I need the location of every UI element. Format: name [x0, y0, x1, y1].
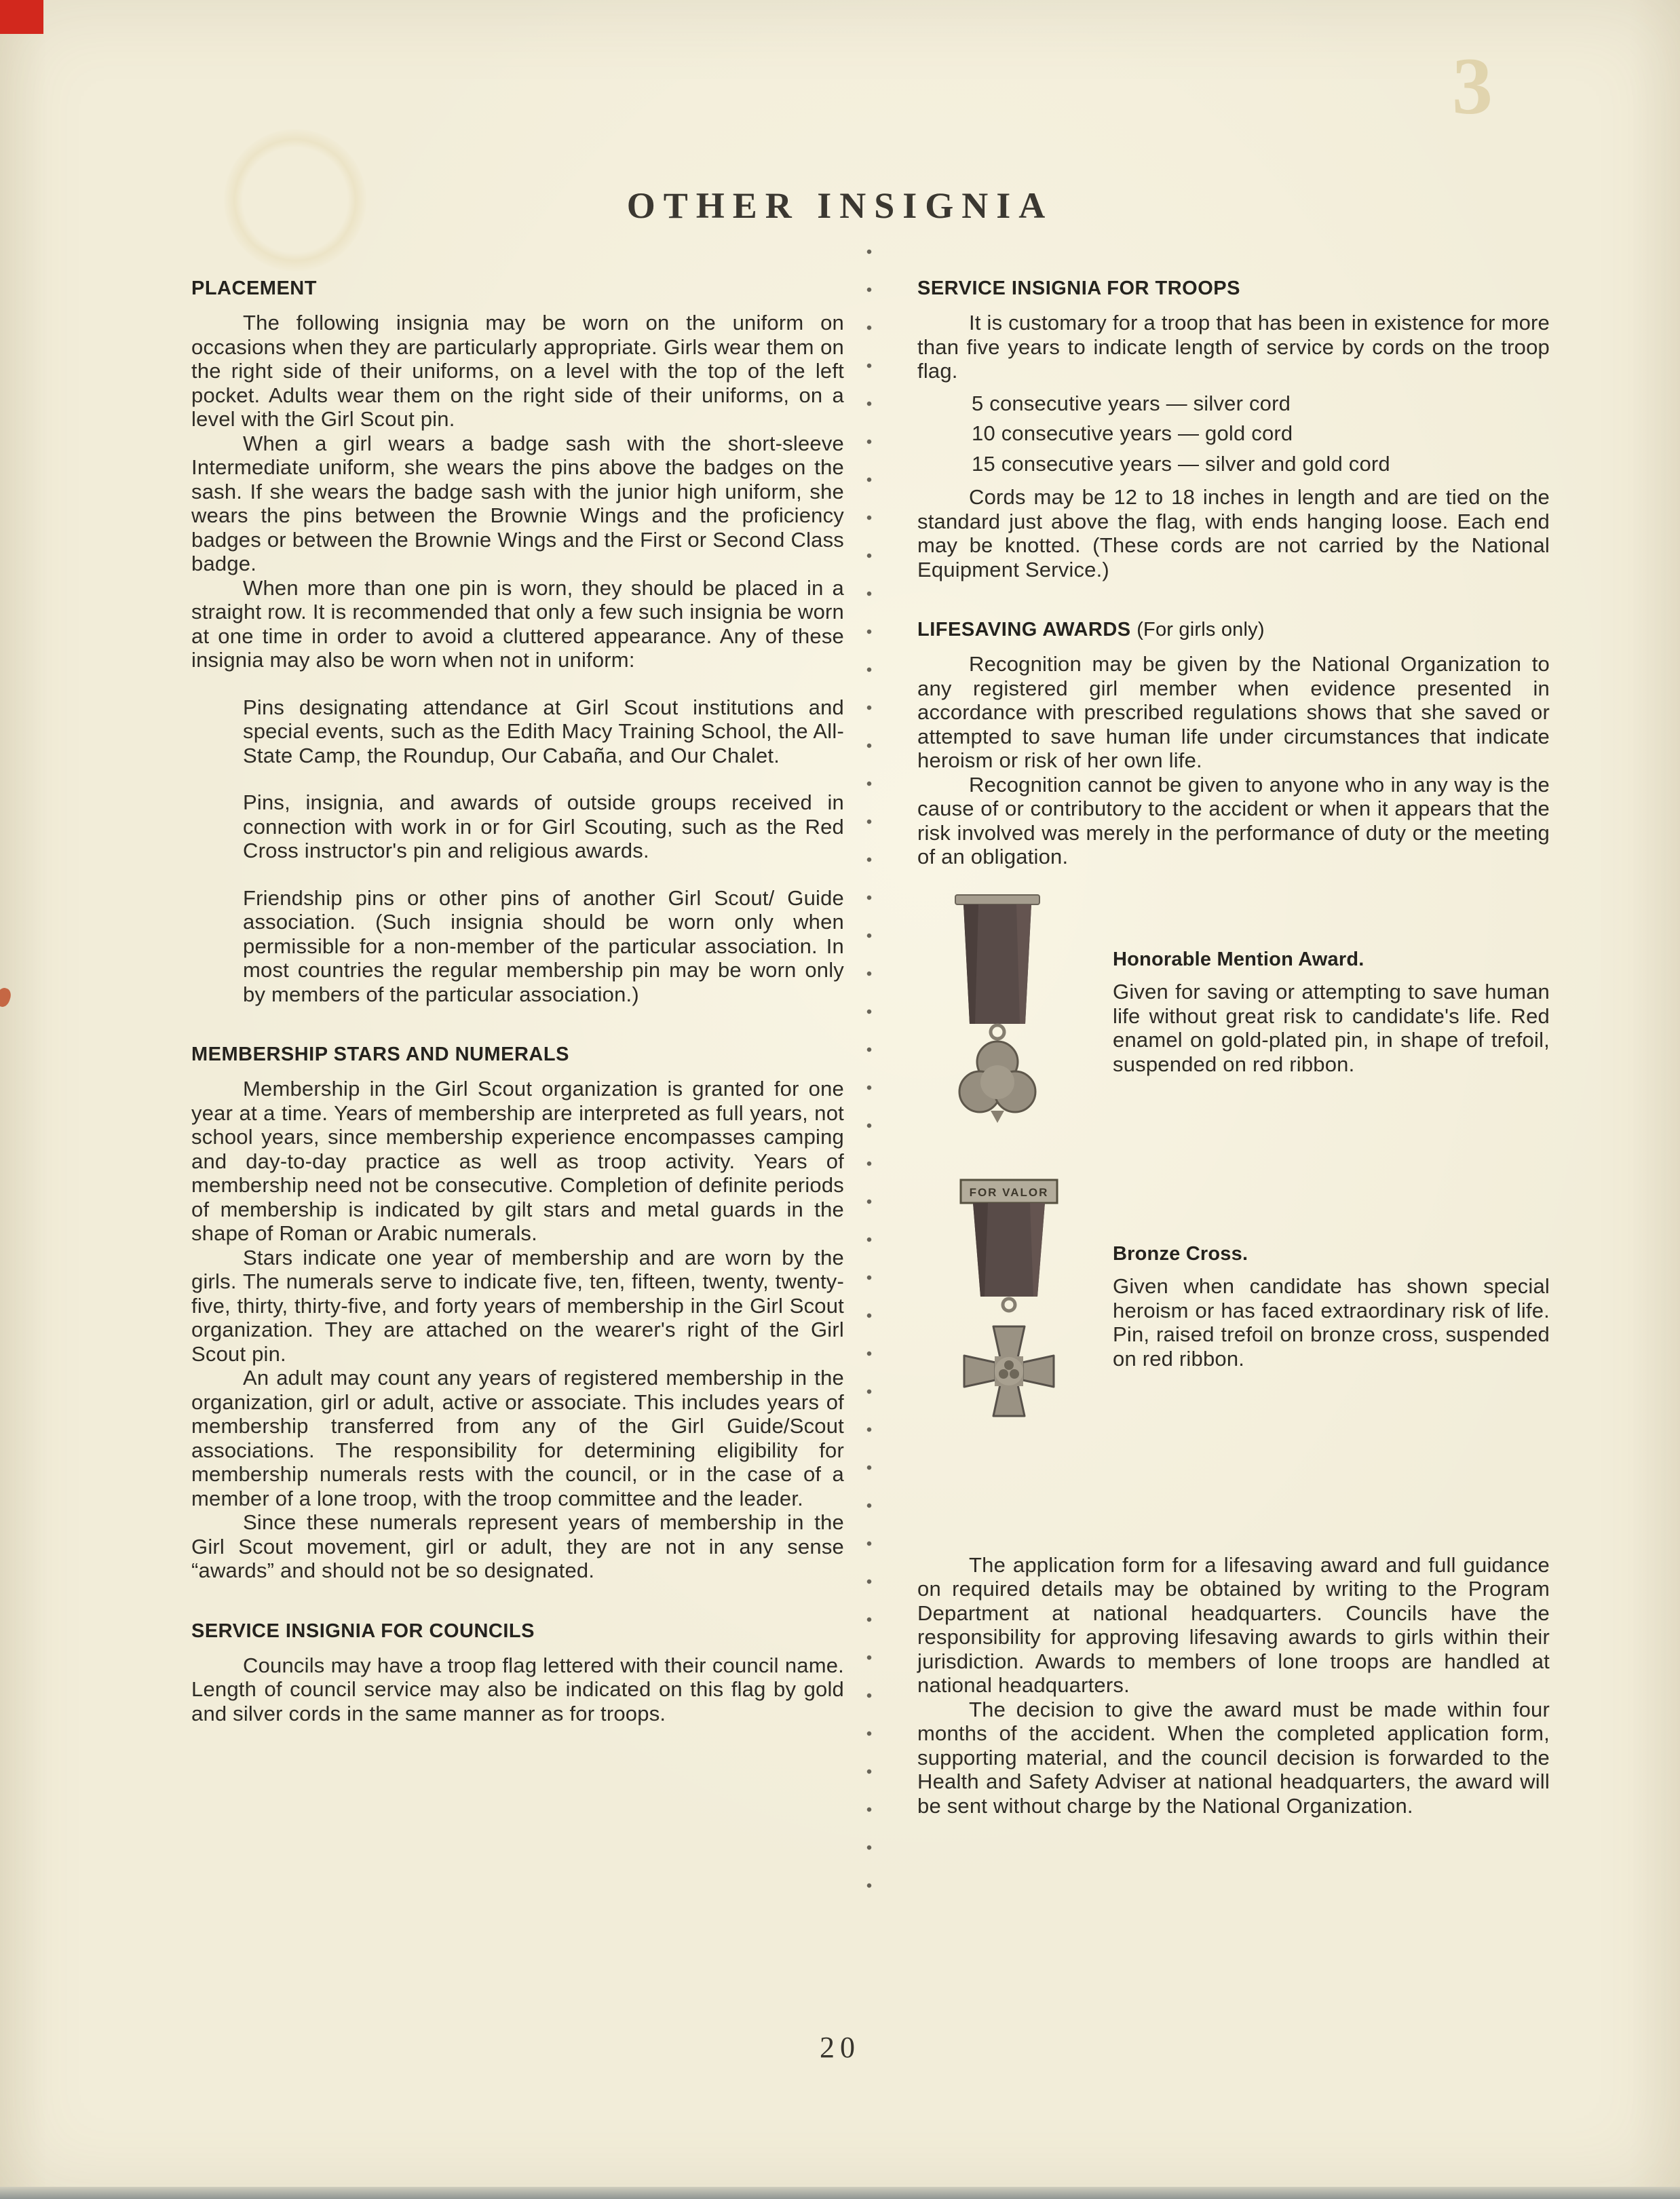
page-title: OTHER INSIGNIA [626, 185, 1054, 226]
right-column [917, 277, 1550, 1818]
bronze-cross-award-row [917, 1176, 1550, 1450]
heading-placement: PLACEMENT [191, 278, 317, 299]
placement-paragraph-2: When a girl wears a badge sash with the short-sleeve Intermediate uniform, she wears the pins above the badges on the sash. If she wears the badge sash with the junior high uniform, she wears the pins between the Brownie Wings and the proficiency badges or between the Brownie Wings and the First or Second Class badge. [191, 431, 844, 575]
membership-paragraph-4: Since these numerals represent years of membership in the Girl Scout movement, girl or adult, they are not in any sense “awards” and should not be so designated. [191, 1510, 844, 1582]
placement-paragraph-1: The following insignia may be worn on the uniform on occasions when they are particularly appropriate. Girls wear them on the right side of their uniforms, on a level with the top of the left pocket. Adults wear them on the right side of their uniforms, on a level with the Girl Scout pin. [191, 311, 844, 431]
cord-length-item-5yr: 5 consecutive years — silver cord [972, 391, 1291, 415]
placement-list-item-2: Pins, insignia, and awards of outside groups received in connection with work in or for Girl Scouting, such as the Red Cross instructor's pin and religious awards. [243, 790, 844, 862]
bronze-cross-award-title: Bronze Cross. [1113, 1242, 1248, 1265]
honorable-mention-award-row [917, 891, 1550, 1136]
cord-length-list [917, 391, 1550, 476]
membership-paragraph-1: Membership in the Girl Scout organization is granted for one year at a time. Years of membership are interpreted as full years, not school years, since membership experience encompasses camping and day-to-day practice as well as troop activity. Years of membership need not be consecutive. Completion of definite periods of membership is indicated by gilt stars and metal guards in the shape of Roman or Arabic numerals. [191, 1077, 844, 1245]
heading-service-councils: SERVICE INSIGNIA FOR COUNCILS [191, 1620, 535, 1642]
scan-bottom-edge [0, 2187, 1680, 2199]
heading-lifesaving-awards-text: LIFESAVING AWARDS [917, 619, 1131, 640]
lifesaving-paragraph-3: The application form for a lifesaving award and full guidance on required details may be obtained by writing to the Program Department at national headquarters. Councils have the responsibility for approving lifesaving awards to girls within their jurisdiction. Awards to members of lone troops are handled at national headquarters. [917, 1552, 1550, 1697]
page-number: 20 [820, 2031, 860, 2064]
bronze-cross-icon [951, 1176, 1067, 1449]
cord-length-item-10yr: 10 consecutive years — gold cord [972, 421, 1293, 445]
heading-membership-stars: MEMBERSHIP STARS AND NUMERALS [191, 1044, 569, 1065]
honorable-mention-award-description: Given for saving or attempting to save human life without great risk to candidate's life. Red enamel on gold-plated pin, in shape of trefoil, suspended on red ribbon. [1113, 980, 1550, 1076]
lifesaving-paragraph-4: The decision to give the award must be made within four months of the accident. When the completed application form, supporting material, and the council decision is forwarded to the Health and Safety Adviser at national headquarters, the award will be sent without charge by the National Organization. [917, 1697, 1550, 1818]
trefoil-medal-icon [943, 891, 1052, 1134]
heading-lifesaving-awards-note: (For girls only) [1137, 619, 1265, 640]
placement-list-item-3: Friendship pins or other pins of another Girl Scout/ Guide association. (Such insignia should be worn only when permissible for a non-member of the particular association. In most countries the regular membership pin may be worn only by members of the particular association.) [243, 885, 844, 1006]
heading-lifesaving-awards [917, 618, 1550, 641]
lifesaving-paragraph-1: Recognition may be given by the National Organization to any registered girl member when evidence presented in accordance with prescribed regulations shows that she saved or attempted to save human life under circumstances that indicate heroism or risk of her own life. [917, 652, 1550, 772]
red-edge-smudge [0, 987, 13, 1009]
service-troops-paragraph-2: Cords may be 12 to 18 inches in length and are tied on the standard just above the flag, with ends hanging loose. Each end may be knotted. (These cords are not carried by the National Equipment Service.) [917, 485, 1550, 581]
placement-paragraph-3: When more than one pin is worn, they should be placed in a straight row. It is recommended that only a few such insignia be worn at one time in order to avoid a cluttered appearance. Any of these insignia may also be worn when not in uniform: [191, 575, 844, 672]
heading-service-troops: SERVICE INSIGNIA FOR TROOPS [917, 278, 1240, 299]
service-councils-paragraph: Councils may have a troop flag lettered with their council name. Length of council service may also be indicated on this flag by gold and silver cords in the same manner as for troops. [191, 1653, 844, 1725]
bronze-cross-award-description: Given when candidate has shown special heroism or has faced extraordinary risk of life. Pin, raised trefoil on bronze cross, suspended on red ribbon. [1113, 1274, 1550, 1371]
honorable-mention-award-text [1113, 891, 1550, 1077]
placement-list-item-1: Pins designating attendance at Girl Scout institutions and special events, such as the Edith Macy Training School, the All-State Camp, the Roundup, Our Cabaña, and Our Chalet. [243, 695, 844, 767]
honorable-mention-award-title: Honorable Mention Award. [1113, 948, 1364, 970]
bronze-cross-award-text [1113, 1176, 1550, 1371]
for-valor-bar-label: FOR VALOR [969, 1185, 1049, 1199]
cord-length-item-15yr: 15 consecutive years — silver and gold cord [972, 451, 1390, 476]
red-corner-tab [0, 0, 43, 34]
honorable-mention-medal-image [943, 891, 1052, 1139]
membership-paragraph-3: An adult may count any years of registered membership in the organization, girl or adult, active or associate. This includes years of membership transferred from any of the Girl Guide/Scout associations. The responsibility for determining eligibility for membership numerals rests with the council, or in the case of a member of a lone troop, with the troop committee and the leader. [191, 1366, 844, 1510]
bronze-cross-medal-image [951, 1176, 1067, 1454]
lifesaving-paragraph-2: Recognition cannot be given to anyone who in any way is the cause of or contributory to the accident or when it appears that the risk involved was merely in the performance of duty or the meeting of an obligation. [917, 772, 1550, 868]
dotted-column-divider [866, 248, 872, 1897]
bleedthrough-numeral: 3 [1452, 41, 1493, 131]
left-column [191, 277, 844, 1725]
service-troops-paragraph-1: It is customary for a troop that has been in existence for more than five years to indicate length of service by cords on the troop flag. [917, 311, 1550, 383]
membership-paragraph-2: Stars indicate one year of membership and are worn by the girls. The numerals serve to indicate five, ten, fifteen, twenty, twenty-five, thirty, thirty-five, and forty years of membership in the Girl Scout organization. They are attached on the wearer's right of the Girl Scout pin. [191, 1245, 844, 1366]
